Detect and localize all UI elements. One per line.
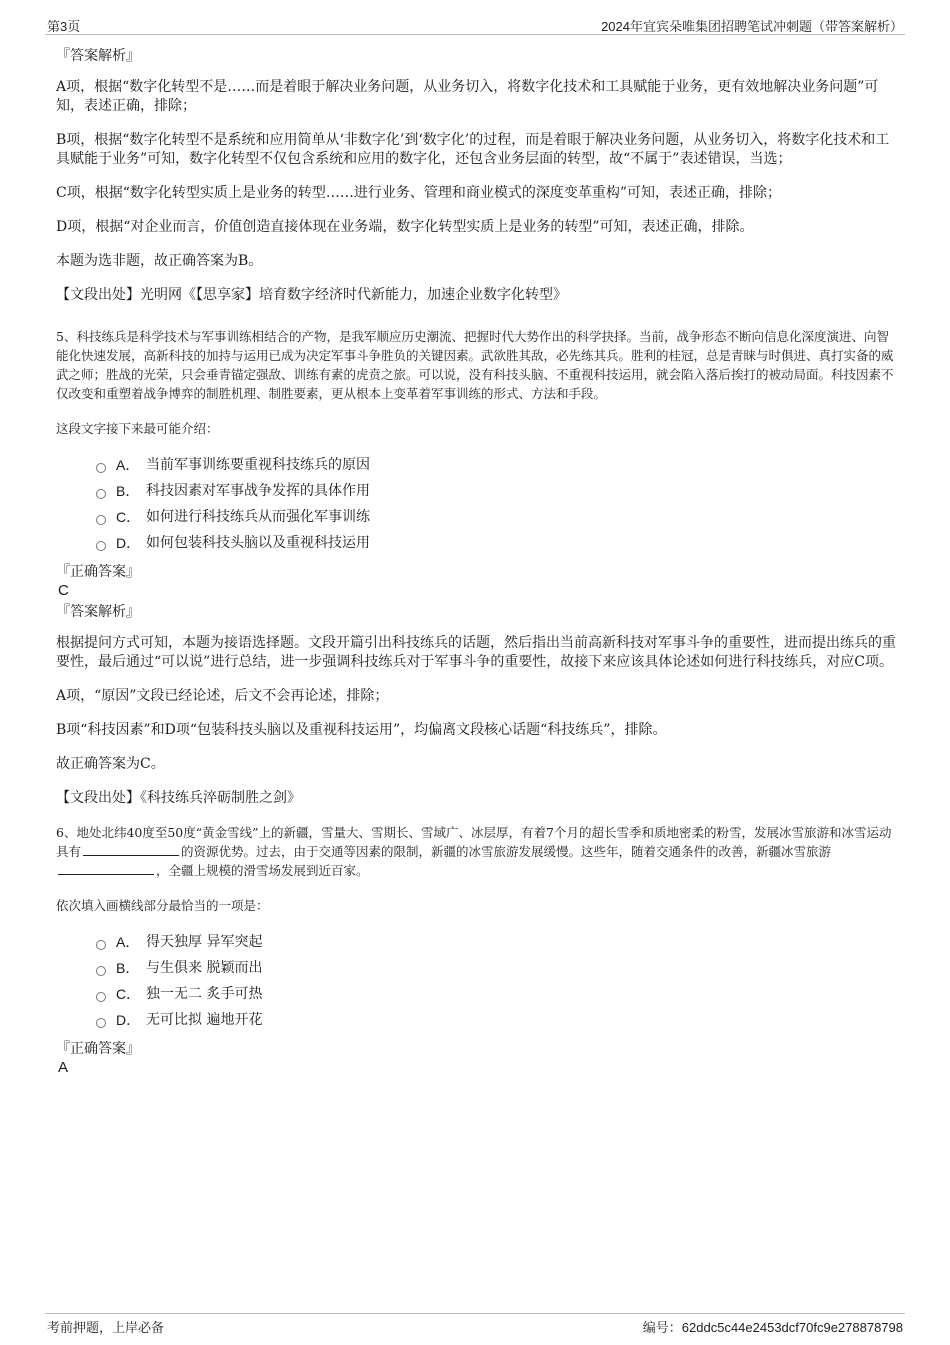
radio-icon[interactable]: [96, 489, 106, 499]
analysis-paragraph: 本题为选非题，故正确答案为B。: [56, 253, 263, 269]
option-a[interactable]: A． 得天独厚 异军突起: [96, 929, 896, 955]
question-stem: 5、科技练兵是科学技术与军事训练相结合的产物，是我军顺应历史潮流、把握时代大势作出的科学抉择。当前，战争形态不断向信息化深度演进、向智能化快速发展，高新科技的加持与运用已成为决定军事斗争胜负的关键因素。武欲胜其敌，必先练其兵。胜利的桂冠，总是青睐与时俱进、真打实备的威武之师；胜战的光荣，只会垂青锚定强敌、训练有素的虎贲之旅。可以说，没有科技头脑、不重视科技运用，就会陷入落后挨打的被动局面。科技因素不仅改变和重塑着战争博弈的制胜机理、制胜要素，更从根本上变革着军事训练的形式、方法和手段。: [56, 329, 894, 401]
radio-icon[interactable]: [96, 463, 106, 473]
analysis-paragraph: 根据提问方式可知，本题为接语选择题。文段开篇引出科技练兵的话题，然后指出当前高新科技对军事斗争的重要性，进而提出练兵的重要性，最后通过“可以说”进行总结，进一步强调科技练兵对于军事斗争的重要性，故接下来应该具体论述如何进行科技练兵，对应C项。: [56, 635, 896, 670]
page-footer: [45, 1313, 905, 1336]
question-prompt: 这段文字接下来最可能介绍：: [56, 421, 219, 436]
analysis-paragraph: B项，根据“数字化转型不是系统和应用简单从‘非数字化’到‘数字化’的过程，而是着眼于解决业务问题，从业务切入，将数字化技术和工具赋能于业务”可知，数字化转型不仅包含系统和应用的数字化，还包含业务层面的转型，故“不属于”表述错误，当选；: [56, 132, 890, 167]
option-b[interactable]: B． 科技因素对军事战争发挥的具体作用: [96, 478, 896, 504]
option-d[interactable]: D． 无可比拟 遍地开花: [96, 1007, 896, 1033]
radio-icon[interactable]: [96, 1018, 106, 1028]
source-citation: 【文段出处】光明网《【思享家】培育数字经济时代新能力，加速企业数字化转型》: [56, 287, 567, 303]
analysis-paragraph: B项“科技因素”和D项“包装科技头脑以及重视科技运用”，均偏离文段核心话题“科技练兵”，排除。: [56, 722, 667, 738]
page-number: 第3页: [47, 19, 81, 34]
fill-blank-2: [58, 862, 154, 875]
radio-icon[interactable]: [96, 992, 106, 1002]
footer-slogan: 考前押题，上岸必备: [47, 1321, 165, 1336]
source-citation: 【文段出处】《科技练兵淬砺制胜之剑》: [56, 790, 301, 806]
option-c[interactable]: C． 独一无二 炙手可热: [96, 981, 896, 1007]
radio-icon[interactable]: [96, 515, 106, 525]
correct-answer: A: [58, 1059, 69, 1076]
answer-label: 『正确答案』: [56, 564, 140, 580]
analysis-paragraph: A项，根据“数字化转型不是……而是着眼于解决业务问题，从业务切入，将数字化技术和工具赋能于业务，更有效地解决业务问题”可知，表述正确，排除；: [56, 79, 879, 114]
option-list: [96, 929, 896, 1033]
question-stem: 6、地处北纬40度至50度“黄金雪线”上的新疆，雪量大、雪期长、雪域广、冰层厚，有着7个月的超长雪季和质地密柔的粉雪，发展冰雪旅游和冰雪运动具有 的资源优势。过去，由于交通等因素的限制，新疆的冰雪旅游发展缓慢。这些年，随着交通条件的改善，新疆冰雪旅游，全疆上规模的滑雪场发展到近百家。: [56, 825, 892, 878]
option-d[interactable]: D． 如何包装科技头脑以及重视科技运用: [96, 530, 896, 556]
option-c[interactable]: C． 如何进行科技练兵从而强化军事训练: [96, 504, 896, 530]
analysis-paragraph: A项，“原因”文段已经论述，后文不会再论述，排除；: [56, 688, 389, 704]
analysis-label: 『答案解析』: [56, 604, 140, 620]
document-title: 2024年宜宾朵唯集团招聘笔试冲刺题（带答案解析）: [601, 19, 903, 34]
answer-label: 『正确答案』: [56, 1041, 140, 1057]
question-prompt: 依次填入画横线部分最恰当的一项是：: [56, 898, 269, 913]
page-header: [45, 12, 905, 35]
radio-icon[interactable]: [96, 966, 106, 976]
radio-icon[interactable]: [96, 940, 106, 950]
fill-blank-1: [83, 843, 179, 856]
option-list: [96, 452, 896, 556]
analysis-paragraph: C项，根据“数字化转型实质上是业务的转型……进行业务、管理和商业模式的深度变革重构”可知，表述正确，排除；: [56, 185, 782, 201]
analysis-paragraph: D项，根据“对企业而言，价值创造直接体现在业务端，数字化转型实质上是业务的转型”可知，表述正确，排除。: [56, 219, 754, 235]
correct-answer: C: [58, 582, 69, 599]
page-content: [56, 46, 896, 1077]
radio-icon[interactable]: [96, 541, 106, 551]
document-code: 编号：62ddc5c44e2453dcf70fc9e278878798: [642, 1320, 903, 1336]
option-b[interactable]: B． 与生俱来 脱颖而出: [96, 955, 896, 981]
option-a[interactable]: A． 当前军事训练要重视科技练兵的原因: [96, 452, 896, 478]
analysis-paragraph: 故正确答案为C。: [56, 756, 165, 772]
analysis-label: 『答案解析』: [56, 48, 140, 64]
